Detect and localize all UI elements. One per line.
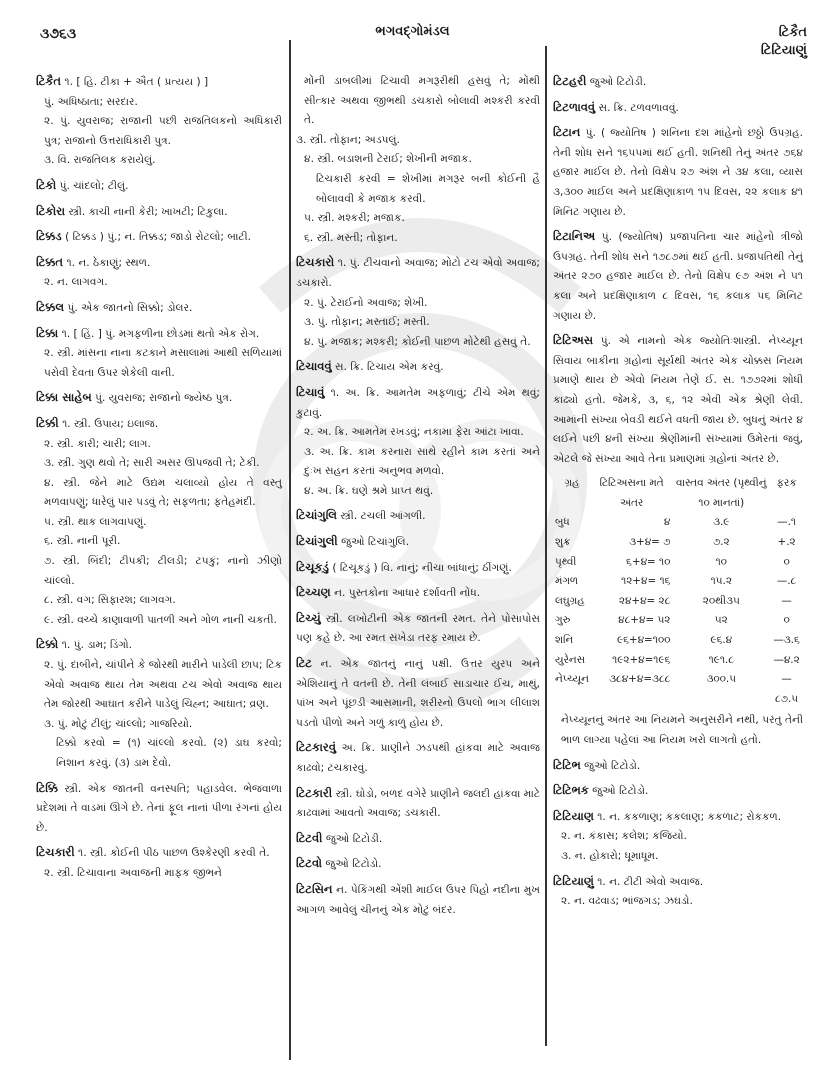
headword: ટિચૂકડું	[296, 559, 329, 574]
dictionary-entry	[296, 854, 540, 875]
table-cell: યુરેનસ	[555, 653, 586, 666]
table-row	[553, 631, 803, 651]
table-cell: ૪૮+૪= ૫૨	[618, 614, 671, 627]
definition-text: ૩. ન. હોકારો; ધૂમાધૂમ.	[561, 849, 659, 862]
definition-text: ૪. સ્ત્રી. જેને માટે ઉદ્યમ ચલાવ્યો હોય તે વસ્તુ મળવાપણું; ધારેલું પાર પડવું તે; સફળતા; ફતેહમંદી.	[44, 476, 282, 509]
table-cell: —૩.૬	[773, 634, 800, 647]
definition-line	[36, 253, 282, 274]
page-number: ૩૭૬૩	[40, 26, 77, 42]
definition-text: ૨. પું. દાબીને, ચાંપીને કે જોરથી મારીને પાડેલી છાપ; ટિક એવો અવાજ થાય તેમ અથવા ટચ એવો અવાજ થાય તેમ જોરથી આઘાત કરીને પાડેલું ચિહ્ન; આઘાત; વ્રણ.	[44, 659, 282, 711]
definition-line	[296, 854, 540, 875]
definition-text: ૩. વિ. રાજતિલક કરાયેલું.	[44, 154, 156, 167]
definition-line	[553, 781, 803, 802]
table-cell: ૨૦થી૩૫	[702, 594, 740, 607]
definition-line	[296, 253, 540, 293]
table-header-cell: ટિટિઅસના મતે અંતર	[599, 477, 664, 509]
definition-line	[36, 454, 282, 474]
table-cell: ૩૦૦.૫	[706, 673, 737, 686]
dictionary-entry	[553, 807, 803, 867]
guide-words	[761, 24, 807, 60]
table-row	[553, 651, 803, 671]
definition-text: પું. એક જાતનો સિક્કો; ડોલર.	[67, 301, 193, 314]
definition-line	[36, 388, 282, 409]
definition-text: પું. ચાંદલો; ટીલું.	[59, 179, 129, 192]
dictionary-entry	[296, 880, 540, 920]
definition-line	[296, 150, 540, 170]
table-cell: ૦	[783, 614, 790, 627]
table-cell: ૧૯૨+૪=૧૯૬	[612, 653, 671, 666]
headword: ટિચ્ચણ	[296, 585, 331, 600]
definition-text: સ્ત્રી. કાચી નાની કેરી; ખાખટી; ટિકુલા.	[68, 205, 228, 218]
dictionary-entry	[553, 227, 803, 326]
definition-line	[553, 827, 803, 847]
definition-text: ૧. ન. ટીટી એવો અવાજ.	[597, 875, 704, 888]
definition-text: ૧. સ્ત્રી. ઉપાય; ઇલાજ.	[62, 417, 159, 430]
headword: ટિટવો	[296, 856, 323, 871]
table-cell: ૬+૪= ૧૦	[626, 555, 671, 568]
headword: ટિચકારો	[296, 255, 335, 270]
definition-text: ૨. ન. વઢવાડ; ભાંજગડ; ઝઘડો.	[561, 895, 693, 908]
dictionary-entry	[296, 558, 540, 579]
headword: ટિટિભક	[553, 783, 589, 798]
table-cell: પૃથ્વી	[555, 555, 577, 568]
table-cell: બુધ	[555, 516, 570, 529]
definition-line	[36, 843, 282, 864]
table-cell: —૮૭.૫	[775, 673, 799, 705]
definition-text: ૧. ન. ઠેકાણું; સ્થળ.	[66, 256, 151, 269]
definition-text: ૩. સ્ત્રી. તોફાન; અડપલું.	[296, 133, 400, 146]
definition-text: ૧. [ હિં. ] પું. મગફળીના છોડમાં થતો એક રોગ.	[61, 327, 260, 340]
definition-text: ૪. અ. ક્રિ. ઘણે શ્રમે પ્રાપ્ત થવું.	[304, 484, 434, 497]
definition-line	[296, 333, 540, 353]
headword: ટિટિઅસ	[553, 333, 594, 348]
table-cell: ૧૦	[715, 555, 727, 568]
definition-line	[553, 892, 803, 912]
definition-line	[553, 756, 803, 777]
definition-line	[36, 635, 282, 656]
definition-text: ( ટિક્કડ ) પું.; ન. તિક્કડ; જાડો રોટલો; બાટી.	[65, 231, 251, 244]
table-header-cell: ગ્રહ	[564, 477, 580, 490]
definition-line	[296, 357, 540, 378]
table-row	[553, 670, 803, 709]
headword: ટિટકારી	[296, 785, 333, 800]
table-row	[553, 592, 803, 612]
definition-line	[36, 202, 282, 223]
headword: ટિટવી	[296, 830, 323, 845]
table-cell: —૪.૨	[773, 653, 800, 666]
dictionary-entry	[296, 532, 540, 553]
definition-text: ૧. ન. કકળાણ; કકલાણ; કકળાટ; રોકકળ.	[597, 810, 782, 823]
definition-line	[36, 864, 282, 884]
column-divider	[545, 46, 547, 1046]
definition-text: ૪. સ્ત્રી. બડાશની ટેરાઈ; શેખીની મજાક.	[304, 153, 472, 166]
definition-line	[296, 313, 540, 333]
definition-text: પું. (જ્યોતિષ) પ્રજાપતિના ચાર માંહેનો ત્રીજો ઉપગ્રહ. તેની શોધ સને ૧૭૮૭માં થઈ હતી. પ્રજાપતિથી તેનું અંતર ૨૭૦ હજાર માઈલ છે. તેનો વિક્ષેપ ૯૭ અંશ ને ૫૧ કલા અને પ્રદક્ષિણાકાળ ૮ દિવસ, ૧૬ કલાક ૫૬ મિનિટ ગણાય છે.	[553, 231, 804, 322]
table-cell: લઘુગ્રહ	[555, 594, 585, 607]
table-cell: ૦	[783, 555, 790, 568]
definition-line	[36, 474, 282, 513]
headword: ટિક્કા સાહેબ	[36, 390, 92, 405]
headword: ટિચાંગુલી	[296, 534, 338, 549]
table-cell: ગુરુ	[555, 614, 571, 627]
dictionary-entry	[296, 654, 540, 733]
definition-text: ન. પુસ્તકોના આધાર દર્શાવતી નોંધ.	[334, 587, 481, 600]
definition-line	[36, 435, 282, 455]
dictionary-entry	[296, 383, 540, 502]
guide-word-last: ટિટિયાણું	[760, 43, 807, 58]
dictionary-entry	[36, 635, 282, 773]
column-divider	[289, 40, 291, 1060]
definition-text: જુઓ ટિટોડી.	[325, 832, 383, 845]
headword: ટિક્કો	[36, 637, 59, 652]
headword: ટિક્કડ	[36, 229, 62, 244]
definition-text: ૬. સ્ત્રી. નાની પૂરી.	[44, 535, 121, 548]
table-cell: મંગળ	[555, 575, 579, 588]
dictionary-entry	[296, 506, 540, 527]
table-cell: ૯૬+૪=૧૦૦	[616, 634, 671, 647]
table-cell: ૧૯૧.૮	[708, 653, 734, 666]
definition-text: પું. યુવરાજ; રાજાનો જ્યેષ્ઠ પુત્ર.	[95, 392, 233, 405]
headword: ટિટિભ	[553, 757, 581, 772]
definition-line	[553, 807, 803, 828]
definition-line	[36, 779, 282, 839]
definition-line	[553, 123, 803, 222]
definition-text: ૧. સ્ત્રી. કોઈની પીઠ પાછળ ઉશ્કેરણી કરવી તે.	[78, 847, 270, 860]
dictionary-entry	[36, 298, 282, 319]
definition-line	[36, 591, 282, 611]
definition-line	[296, 532, 540, 553]
running-title: ભગવદ્ગોમંડલ	[375, 24, 450, 39]
guide-word-first: ટિકૈત	[778, 25, 807, 40]
dictionary-entry	[296, 131, 540, 249]
dictionary-entry	[36, 843, 282, 883]
definition-line	[296, 482, 540, 502]
definition-line	[553, 872, 803, 893]
definition-line	[296, 443, 540, 482]
definition-text: ૧. [ હિ. ટીકા + ઐત ( પ્રત્યય ) ]	[64, 76, 209, 88]
table-cell: —	[781, 594, 792, 607]
definition-text: ૨. પું. યુવરાજ; રાજાની પછી રાજતિલકનો અધિકારી પુત્ર; રાજાનો ઉત્તરાધિકારી પુત્ર.	[44, 115, 282, 147]
definition-text: પું. ( જ્યોતિષ ) શનિના દશ માંહેનો છઠ્ઠો ઉપગ્રહ. તેની શોધ સને ૧૬૫૫માં થઈ હતી. શનિથી તેનું અંતર ૭૬૪ હજાર માઈલ છે. તેનો વિક્ષેપ ૨૭ અંશ ને ૩૪ કલા, વ્યાસ ૩,૩૦૦ માઈલ અને પ્રદક્ષિણાકાળ ૧૫ દિવસ, ૨૨ કલાક ૪૧ મિનિટ ગણાય છે.	[553, 127, 803, 218]
definition-line	[296, 383, 540, 423]
definition-line	[36, 715, 282, 735]
headword: ટિચાવું	[296, 384, 325, 399]
table-row	[553, 513, 803, 533]
table-cell: ૫૨	[714, 614, 728, 627]
headword: ટિક્કા	[36, 325, 59, 340]
table-note: નેપ્ચ્યૂનનું અંતર આ નિયમને અનુસરીને નથી, પરંતુ તેની ભાળ લાગ્યા પહેલાં આ નિયમ ખરો લાગતો હતો.	[561, 714, 803, 746]
table-cell: શનિ	[555, 634, 574, 647]
headword: ટિચાંગુલિ	[296, 508, 337, 523]
definition-line	[296, 738, 540, 778]
definition-text: ૭. સ્ત્રી. બિંદી; ટીપકી; ટીલડી; ટપકું; નાનો ઝીણો ચાંલ્લો.	[44, 555, 282, 587]
definition-text: ૫. સ્ત્રી. થાક લાગવાપણું.	[44, 515, 147, 528]
definition-line: ૬. સ્ત્રી. મસ્તી; તોફાન.	[304, 231, 398, 244]
definition-line	[36, 273, 282, 293]
definition-text: ૪. પું. મજાક; મશ્કરી; કોઈની પાછળ મોટેથી હસવું તે.	[304, 335, 531, 348]
dictionary-entry	[36, 388, 282, 409]
continued-text: મોંની ડાબલીમાં ટિચાવી મગરૂરીથી હસવું તે; મોંથી સીત્કાર અથવા જીભથી ડચકારો બોલાવી મશ્કરી કરવી તે.	[304, 75, 540, 127]
dictionary-entry	[553, 123, 803, 222]
definition-text: સ. ક્રિ. ટળવળાવવું.	[598, 101, 679, 114]
headword: ટિટકારવું	[296, 740, 337, 755]
definition-text: ૩. પું. મોટું ટીલું; ચાંલ્લો; ગાજરિયો.	[44, 717, 193, 730]
headword: ટિક્કત	[36, 254, 64, 269]
definition-text: સ. ક્રિ. ટિચાય એમ કરવું.	[335, 361, 444, 374]
headword: ટિકૈત	[36, 74, 62, 88]
table-cell: ૧૫.૨	[710, 575, 732, 588]
definition-line	[296, 654, 540, 733]
idiom-line: ટિક્કો કરવો = (૧) ચાંલ્લો કરવો. (૨) ડાઘ કરવો; નિશાન કરવું. (૩) ડામ દેવો.	[56, 737, 282, 769]
definition-line	[296, 880, 540, 920]
definition-line	[296, 506, 540, 527]
table-row	[553, 572, 803, 592]
definition-text: ૮. સ્ત્રી. વગ; સિફારશ; લાગવગ.	[44, 594, 176, 607]
definition-line	[296, 609, 540, 649]
definition-line	[36, 176, 282, 197]
headword: ટિકોરા	[36, 203, 66, 218]
table-cell: નેપ્ચ્યૂન	[555, 673, 589, 686]
definition-line	[36, 656, 282, 715]
definition-line	[296, 829, 540, 850]
definition-text: જુઓ ટિટોડી.	[589, 76, 647, 88]
headword: ટિચાવવું	[296, 359, 332, 374]
dictionary-entry	[296, 829, 540, 850]
definition-line	[36, 151, 282, 171]
headword: ટિક્કલ	[36, 299, 65, 314]
definition-line	[553, 331, 803, 469]
column-2	[296, 72, 540, 925]
table-cell: ૧૨+૪= ૧૬	[621, 575, 671, 588]
definition-line	[36, 112, 282, 151]
table-row	[553, 553, 803, 573]
headword: ટિટાનિઅ	[553, 229, 596, 244]
definition-text: જુઓ ટિટોડો.	[584, 759, 641, 772]
table-cell: ૩૮૪+૪=૩૮૮	[609, 673, 671, 686]
dictionary-entry	[36, 176, 282, 197]
definition-line	[36, 324, 282, 345]
headword: ટિકો	[36, 177, 57, 192]
table-cell: —.૧	[777, 516, 796, 529]
headword: ટિટળાવવું	[553, 99, 596, 114]
definition-line	[553, 847, 803, 867]
table-header-cell: ફરક	[776, 477, 797, 490]
dictionary-entry	[553, 781, 803, 802]
definition-line	[36, 93, 282, 113]
table-header-cell: વાસ્તવ અંતર (પૃથ્વીનું ૧૦ માનતાં)	[676, 477, 767, 509]
definition-line	[296, 131, 540, 151]
headword: ટિટ	[296, 656, 312, 671]
table-cell: ૭.૨	[712, 536, 730, 549]
definition-line	[36, 298, 282, 319]
headword: ટિક્કી	[36, 415, 59, 430]
dictionary-entry	[296, 738, 540, 778]
definition-line	[36, 227, 282, 248]
headword: ટિટસિન	[296, 881, 333, 896]
table-cell: ૩+૪= ૭	[629, 536, 671, 549]
dictionary-entry	[553, 756, 803, 777]
definition-line	[36, 532, 282, 552]
page-header	[0, 0, 825, 60]
table-cell: ૨૪+૪= ૨૮	[618, 594, 671, 607]
headword: ટિક્કિ	[36, 780, 59, 795]
definition-line	[296, 423, 540, 443]
definition-line	[36, 513, 282, 533]
definition-text: ૨. અ. ક્રિ. આમતેમ રખડવું; નકામા ફેરા આંટા ખાવા.	[304, 426, 524, 439]
dictionary-entry	[36, 779, 282, 839]
headword: ટિટહરી	[553, 74, 587, 88]
table-header-row	[553, 474, 803, 513]
definition-text: ૧. અ. ક્રિ. આમતેમ અફળાવું; ટીચે એમ થવું; કુટાવું.	[296, 386, 540, 419]
definition-text: ૨. સ્ત્રી. માંસના નાના કટકાને મસાલામાં આથી સળિયામાં પરોવી દેવતા ઉપર શેકેલી વાની.	[44, 347, 282, 379]
table-cell: ૯૬.૪	[710, 634, 733, 647]
dictionary-entry	[296, 583, 540, 604]
definition-line	[36, 344, 282, 383]
dictionary-entry	[553, 872, 803, 912]
definition-text: જુઓ ટિટોડો.	[592, 785, 649, 798]
dictionary-entry	[553, 98, 803, 119]
definition-text: ૩. અ. ક્રિ. કામ કરનારા સાથે રહીને કામ કરતાં અને દુઃખ સહન કરતાં અનુભવ મળવો.	[304, 445, 540, 478]
headword: ટિટિયાણું	[553, 873, 594, 888]
definition-text: સ્ત્રી. ઘોડો, બળદ વગેરે પ્રાણીને જલદી હાંકવા માટે કાઢવામાં આવતો અવાજ; ડચકારી.	[296, 787, 540, 820]
definition-text: ન. પેકિંગથી એંશી માઈલ ઉપર પિહો નદીના મુખ આગળ આવેલું ચીનનું એક મોટું બંદર.	[296, 883, 541, 916]
definition-line	[553, 98, 803, 119]
definition-line	[36, 552, 282, 591]
definition-text: અ. ક્રિ. પ્રાણીને ઝડપથી હાંકવા માટે અવાજ કાઢવો; ટચકારવું.	[296, 742, 540, 774]
idiom-line: ટિચકારી કરવી = શેખીમાં મગરૂર બની કોઈની હૈ બોલાવવી કે મજાક કરવી.	[316, 172, 540, 205]
definition-text: ૧. પું. ડામ; ડિંગો.	[61, 639, 133, 652]
definition-line	[296, 784, 540, 824]
table-row	[553, 611, 803, 631]
definition-text: ૨. ન. લાગવગ.	[44, 276, 108, 289]
definition-line: ૫. સ્ત્રી. મશ્કરી; મજાક.	[304, 212, 405, 225]
dictionary-entry	[296, 609, 540, 649]
definition-text: ૩. પું. તોફાન; મસ્તાઈ; મસ્તી.	[304, 316, 430, 329]
dictionary-entry	[36, 253, 282, 293]
definition-text: ૧. પું. ટીચવાનો અવાજ; મોટો ટચ એવો અવાજ; ડચકારો.	[296, 257, 540, 289]
definition-line	[36, 414, 282, 435]
headword: ટિટિયાણ	[553, 808, 594, 823]
dictionary-entry	[296, 784, 540, 824]
definition-line	[36, 611, 282, 631]
dictionary-entry	[36, 202, 282, 223]
definition-line	[296, 558, 540, 579]
dictionary-entry	[36, 414, 282, 631]
definition-text: ૨. ન. કંકાસ; કલેશ; કજિયો.	[561, 830, 687, 843]
definition-line	[553, 72, 803, 93]
dictionary-entry	[36, 227, 282, 248]
dictionary-entry	[553, 72, 803, 93]
definition-text: સ્ત્રી. લખોટીની એક જાતની રમત. તેને પોસાપોસ પણ કહે છે. આ રમત સંખેડા તરફ રમાય છે.	[296, 612, 540, 645]
column-3	[553, 72, 803, 917]
dictionary-entry	[296, 357, 540, 378]
table-cell: ૪	[663, 516, 671, 529]
table-cell: —.૮	[776, 575, 797, 588]
planet-distance-table	[553, 474, 803, 709]
definition-text: સ્ત્રી. એક જાતની વનસ્પતિ; પહાડવેલ. ભેજવાળા પ્રદેશમાં તે વાડમાં ઊગે છે. તેનાં ફૂલ નાનાં પીળા રંગનાં હોય છે.	[36, 782, 282, 834]
table-cell: શુક્ર	[555, 536, 571, 549]
definition-line	[296, 294, 540, 314]
definition-text: ૨. સ્ત્રી. કારી; ચારી; લાગ.	[44, 437, 151, 450]
definition-line	[296, 583, 540, 604]
dictionary-entry	[36, 72, 282, 171]
headword: ટિટાન	[553, 125, 581, 140]
definition-text: પું. એ નામનો એક જ્યોતિઃશાસ્ત્રી. નેપ્ચ્યૂન સિવાય બાકીના ગ્રહોનાં સૂર્યથી અંતર એક ચોક્કસ નિયમ પ્રમાણે થાય છે એવો નિયમ તેણે ઈ. સ. ૧૭૭૨માં શોધી કાઢ્યો હતો. જેમકે, ૩, ૬, ૧૨ એવી એક શ્રેણી લેવી. આમાંની સંખ્યા બેવડી થઈને વધતી જાય છે. બુધનું અંતર ૪ લઈને પછી ૪ની સંખ્યા શ્રેણીમાંની સંખ્યામાં ઉમેરતાં જવું, એટલે જે સંખ્યા આવે તેના પ્રમાણમાં ગ્રહોનાં અંતર છે.	[553, 335, 803, 465]
headword: ટિચ્ચું	[296, 610, 321, 625]
definition-line	[553, 227, 803, 326]
table-cell: ૩.૯	[713, 516, 730, 529]
dictionary-entry	[553, 331, 803, 469]
dictionary-entry	[296, 253, 540, 352]
definition-text: પું. અધિષ્ઠાતા; સરદાર.	[44, 95, 138, 108]
definition-text: ૯. સ્ત્રી. વચ્ચે કાણાવાળી પાતળી અને ગોળ નાની ચકતી.	[44, 613, 277, 626]
definition-text: સ્ત્રી. ટચલી આંગળી.	[340, 510, 426, 523]
definition-line	[36, 72, 282, 93]
table-cell: +.૨	[777, 536, 796, 549]
definition-text: ન. એક જાતનું નાનું પક્ષી. ઉત્તર યુરપ અને એશિયાનું તે વતની છે. તેની લંબાઈ સાડાચાર ઈંચ, માથું, પાંખ અને પૂંછડી આસમાની, શરીરનો ઉપલો ભાગ લીલાશ પડતો પીળો અને ગળું કાળું હોય છે.	[296, 658, 540, 729]
table-row	[553, 533, 803, 553]
dictionary-entry	[36, 324, 282, 384]
definition-text: ૨. સ્ત્રી. ટિચાવાના અવાજની માફક જીભને	[44, 866, 222, 879]
definition-text: ( ટિચૂકડું ) વિ. નાનું; નીચા બાંધાનું; ઠીંગણું.	[332, 561, 512, 574]
headword: ટિચકારી	[36, 845, 75, 860]
column-1	[36, 72, 282, 889]
definition-text: જુઓ ટિટોડો.	[325, 858, 382, 871]
definition-text: ૩. સ્ત્રી. ગુણ થવો તે; સારી અસર ઊપજવી તે; ટેકી.	[44, 457, 260, 470]
definition-text: જુઓ ટિચાંગુલિ.	[341, 536, 410, 549]
definition-text: ૨. પું. ટેરાઈનો અવાજ; શેખી.	[304, 296, 428, 309]
